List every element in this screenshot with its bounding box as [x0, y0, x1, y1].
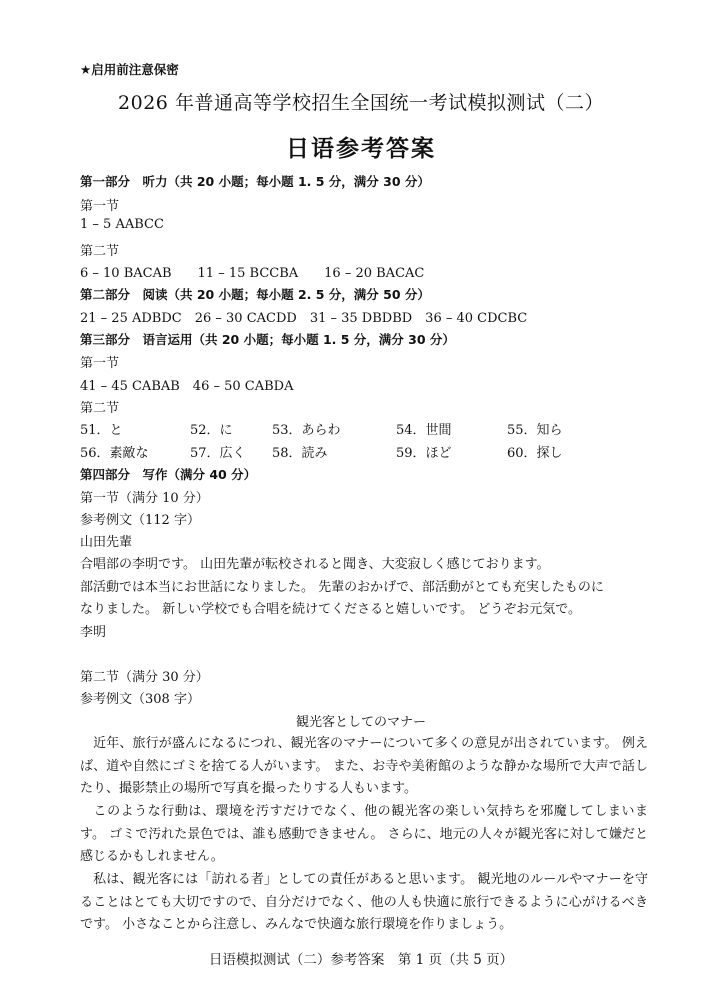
- essay-paragraph: [80, 733, 648, 801]
- part1-section2-label: 第二节: [80, 244, 120, 259]
- essay-paragraph: [80, 801, 648, 869]
- essay-paragraph-text: 私は、観光客には「訪れる者」としての責任があると思います。 観光地のルールやマナーを守ることはとても大切ですので、自分だけでなく、他の人も快適に旅行できるように心がけるべきです。 小さなことから注意し、みんなで快適な旅行環境を作りましょう。: [80, 872, 648, 933]
- part4-section2-sample-label: 参考例文（308 字）: [80, 692, 200, 707]
- part3-section1-label: 第一节: [80, 356, 120, 371]
- letter-salutation: 山田先輩: [80, 535, 133, 550]
- blank-answer: 52．に: [190, 423, 233, 438]
- blank-answer: 60．探し: [507, 446, 563, 461]
- letter-line: なりました。 新しい学校でも合唱を続けてくださると嬉しいです。 どうぞお元気で。: [80, 602, 581, 617]
- part2-heading: 第二部分 阅读（共 20 小题；每小题 2. 5 分，满分 50 分）: [80, 287, 430, 302]
- part1-heading: 第一部分 听力（共 20 小题；每小题 1. 5 分，满分 30 分）: [80, 174, 430, 189]
- part3-section2-label: 第二节: [80, 401, 120, 416]
- blank-answer: 51．と: [80, 423, 123, 438]
- letter-line: 部活動では本当にお世話になりました。 先輩のおかげで、部活動がとても充実したものに: [80, 580, 604, 595]
- part4-section2-label: 第二节（满分 30 分）: [80, 670, 209, 685]
- document-title: 日语参考答案: [286, 136, 436, 162]
- part4-heading: 第四部分 写作（满分 40 分）: [80, 467, 257, 482]
- essay-paragraph: [80, 869, 648, 937]
- blank-answer: 57．広く: [190, 446, 246, 461]
- part1-section1-label: 第一节: [80, 199, 120, 214]
- blank-answer: 58．読み: [272, 446, 328, 461]
- page-footer: 日语模拟测试（二）参考答案 第 1 页（共 5 页）: [208, 952, 514, 968]
- part1-section1-answers: 1 – 5 AABCC: [80, 217, 164, 232]
- essay-paragraph-text: 近年、旅行が盛んになるにつれ、観光客のマナーについて多くの意見が出されています。 例えば、道や自然にゴミを捨てる人がいます。 また、お寺や美術館のような静かな場所で大声で話したり、撮影禁止の場所で写真を撮ったりする人もいます。: [80, 736, 648, 797]
- essay-paragraph-text: このような行動は、環境を汚すだけでなく、他の観光客の楽しい気持ちを邪魔してしまいます。 ゴミで汚れた景色では、誰も感動できません。 さらに、地元の人々が観光客に対して嫌だと感じるかもしれません。: [80, 804, 648, 865]
- essay-title: 観光客としてのマナー: [295, 715, 426, 730]
- part4-section1-sample-label: 参考例文（112 字）: [80, 513, 200, 528]
- part3-heading: 第三部分 语言运用（共 20 小题；每小题 1. 5 分，满分 30 分）: [80, 332, 455, 347]
- blank-answer: 53．あらわ: [272, 423, 341, 438]
- blank-answer: 54．世間: [396, 423, 452, 438]
- part4-section1-label: 第一节（满分 10 分）: [80, 491, 209, 506]
- part3-section1-answers: 41 – 45 CABAB 46 – 50 CABDA: [80, 379, 294, 394]
- blank-answer: 59．ほど: [396, 446, 452, 461]
- part1-section2-answers: 6 – 10 BACAB 11 – 15 BCCBA 16 – 20 BACAC: [80, 266, 425, 281]
- letter-line: 合唱部の李明です。 山田先輩が転校されると聞き、大変寂しく感じております。: [80, 557, 550, 572]
- confidential-mark: ★启用前注意保密: [80, 62, 179, 77]
- exam-title: 2026 年普通高等学校招生全国统一考试模拟测试（二）: [118, 92, 604, 114]
- part2-answers: 21 – 25 ADBDC 26 – 30 CACDD 31 – 35 DBDBD 36 – 40 CDCBC: [80, 311, 528, 326]
- letter-signature: 李明: [80, 625, 107, 640]
- blank-answer: 55．知ら: [507, 423, 563, 438]
- blank-answer: 56．素敵な: [80, 446, 149, 461]
